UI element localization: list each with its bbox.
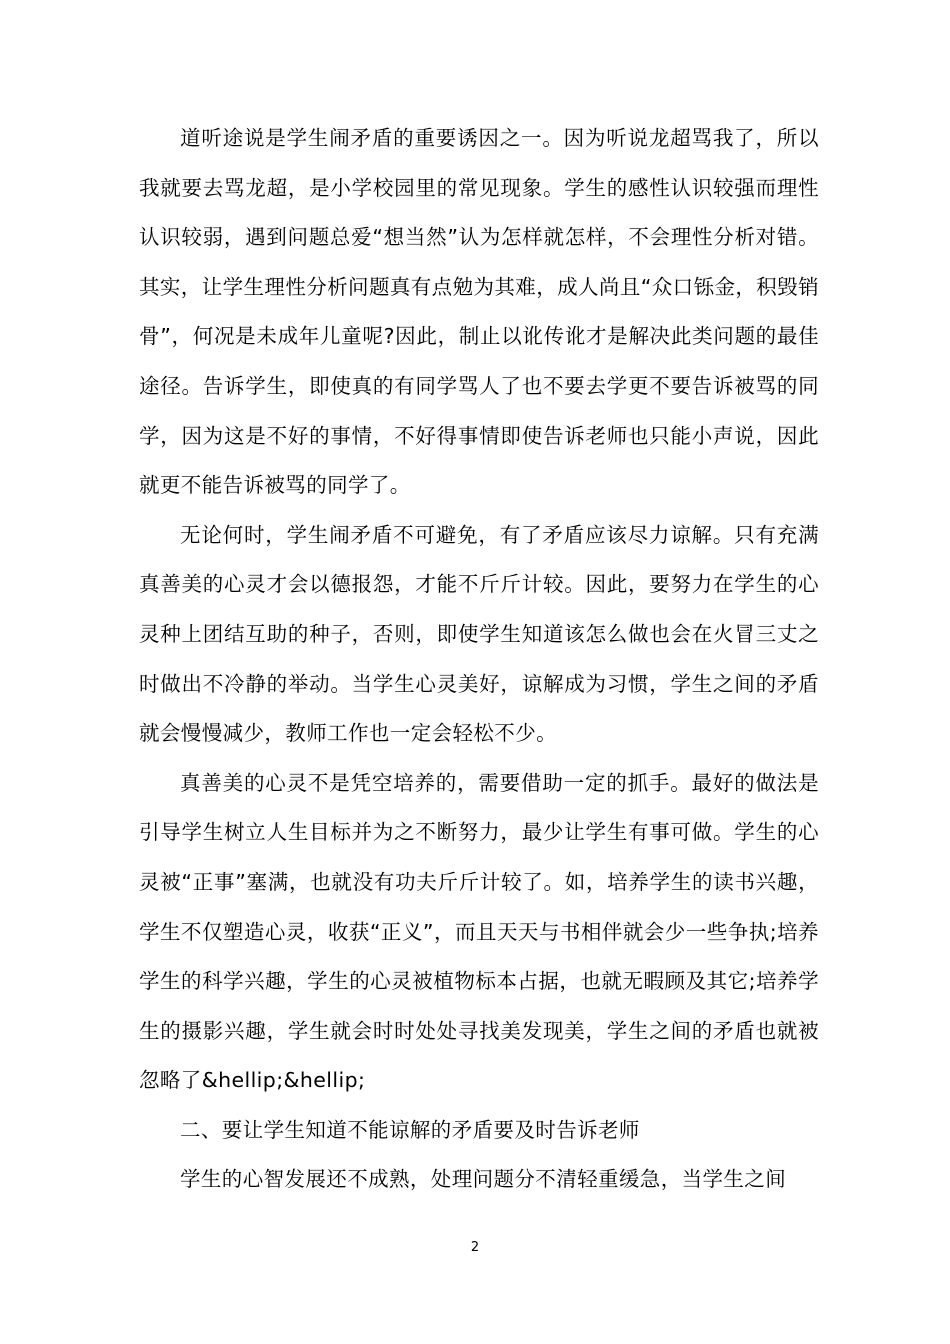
paragraph-mind-development: 学生的心智发展还不成熟，处理问题分不清轻重缓急，当学生之间 [180,1167,787,1192]
paragraph-forgiveness: 无论何时，学生闹矛盾不可避免，有了矛盾应该尽力谅解。只有充满真善美的心灵才会以德报怨，才能不斤斤计较。因此，要努力在学生的心灵种上团结互助的种子，否则，即使学生知道该怎么做也会在火冒三丈之时做出不冷静的举动。当学生心灵美好，谅解成为习惯，学生之间的矛盾就会慢慢减少，教师工作也一定会轻松不少。 [139,522,819,746]
paragraph-good-heart: 真善美的心灵不是凭空培养的，需要借助一定的抓手。最好的做法是引导学生树立人生目标并为之不断努力，最少让学生有事可做。学生的心灵被“正事”塞满，也就没有功夫斤斤计较了。如，培养学生的读书兴趣，学生不仅塑造心灵，收获“正义”，而且天天与书相伴就会少一些争执;培养学生的科学兴趣，学生的心灵被植物标本占据，也就无暇顾及其它;培养学生的摄影兴趣，学生就会时时处处寻找美发现美，学生之间的矛盾也就被忽略了&hellip;&hellip; [139,770,819,1093]
document-body [139,114,819,1205]
section-heading-two: 二、要让学生知道不能谅解的矛盾要及时告诉老师 [180,1117,640,1142]
page-number: 2 [470,1240,480,1255]
paragraph-rumor: 道听途说是学生闹矛盾的重要诱因之一。因为听说龙超骂我了，所以我就要去骂龙超，是小学校园里的常见现象。学生的感性认识较强而理性认识较弱，遇到问题总爱“想当然”认为怎样就怎样，不会理性分析对错。其实，让学生理性分析问题真有点勉为其难，成人尚且“众口铄金，积毁销骨”，何况是未成年儿童呢?因此，制止以讹传讹才是解决此类问题的最佳途径。告诉学生，即使真的有同学骂人了也不要去学更不要告诉被骂的同学，因为这是不好的事情，不好得事情即使告诉老师也只能小声说，因此就更不能告诉被骂的同学了。 [139,126,819,498]
